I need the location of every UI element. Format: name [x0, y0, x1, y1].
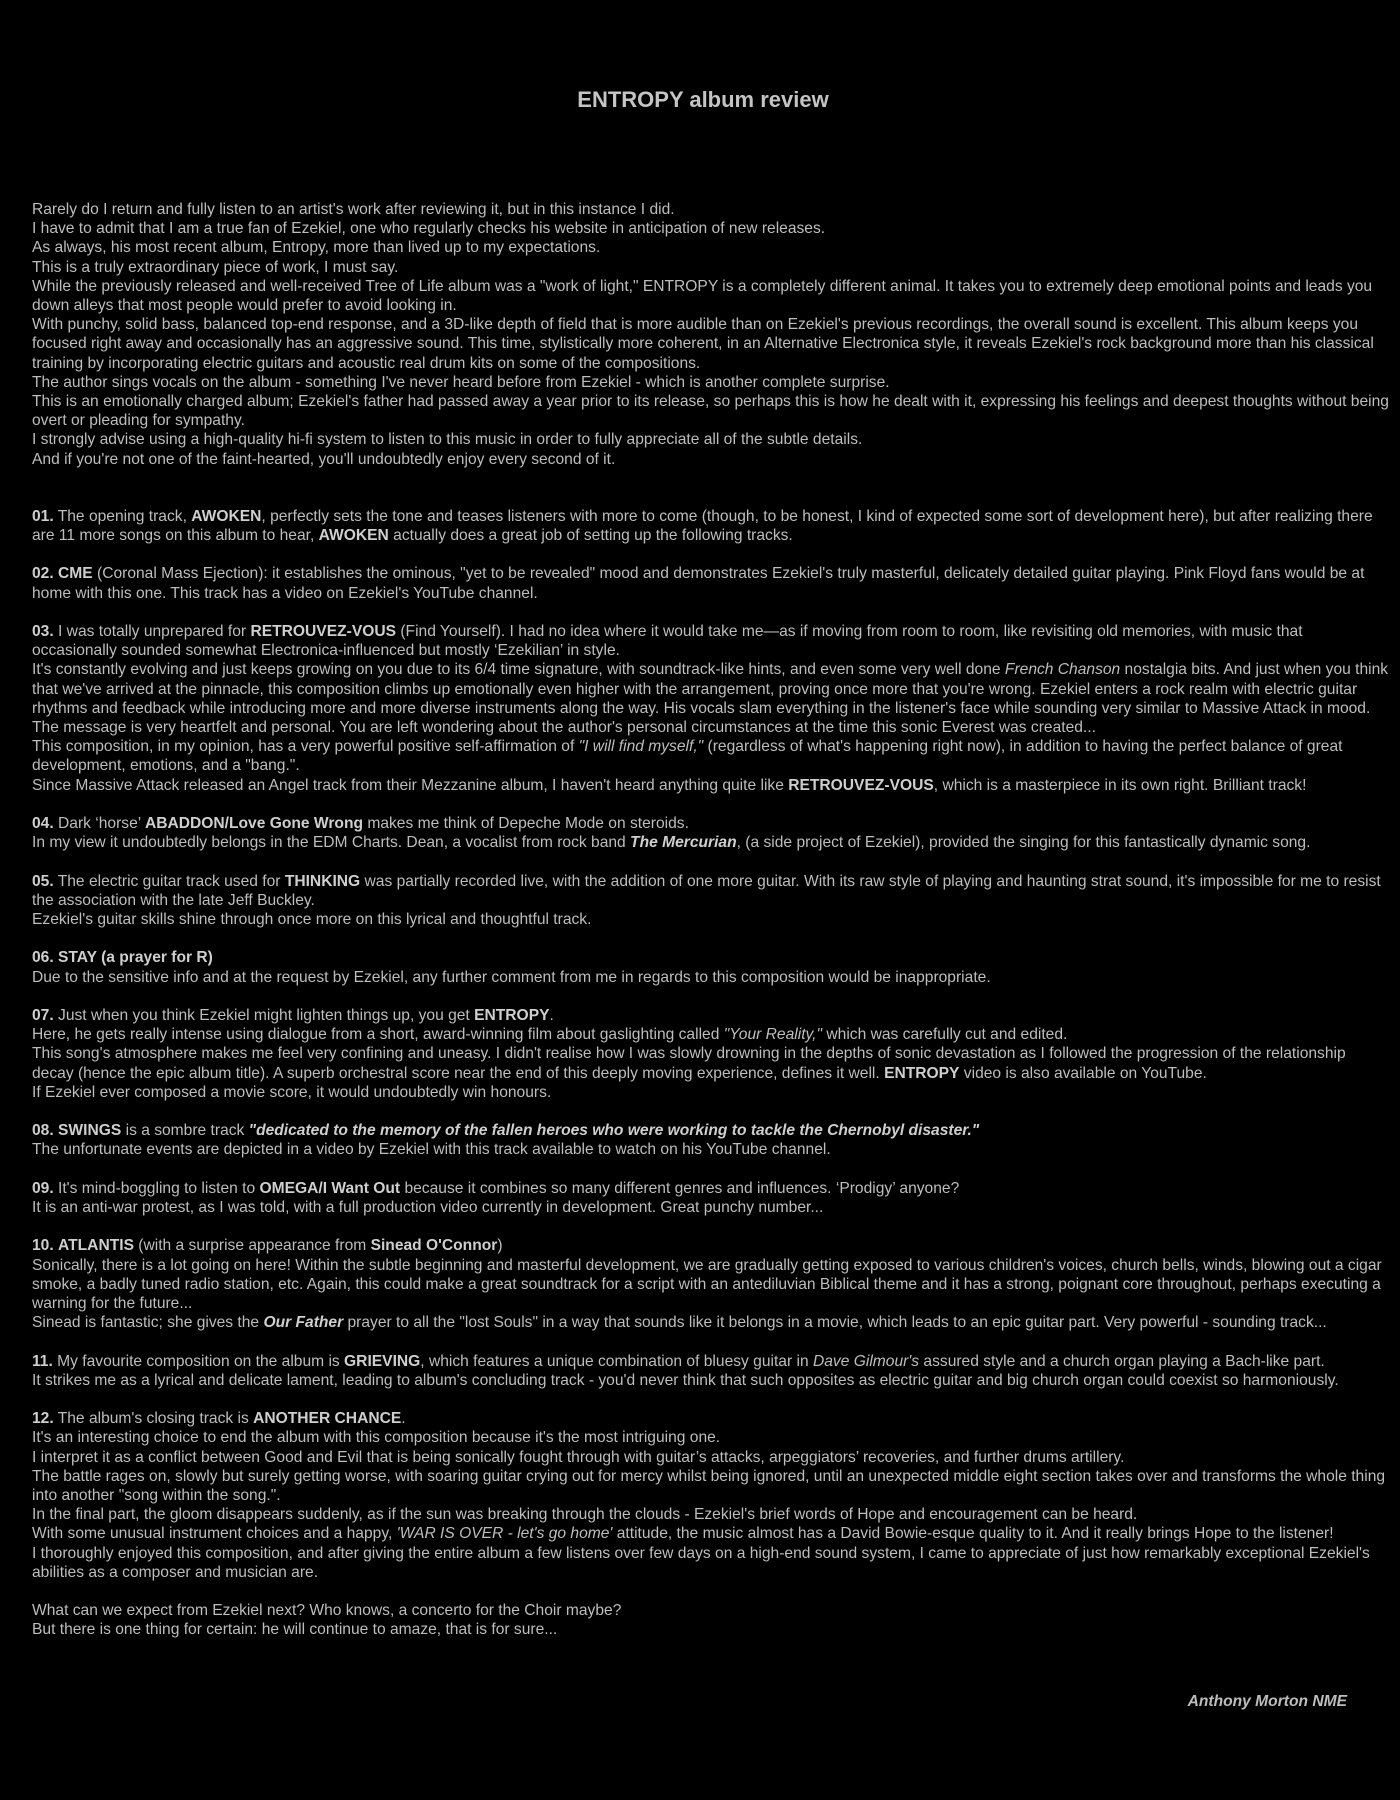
dedication-quote: "dedicated to the memory of the fallen heroes who were working to tackle the Chernobyl disaster." [248, 1122, 980, 1140]
track-paragraph: This song's atmosphere makes me feel very confining and uneasy. I didn't realise how I was slowly drowning in the depths of sonic devastation as I followed the progression of the relationship decay (hence the epic album title). A superb orchestral score near the end of this deeply moving experience, defines it well. ENTROPY video is also available on YouTube. [32, 1045, 1346, 1082]
track-title: ATLANTIS [58, 1237, 134, 1255]
track-paragraph: 11. My favourite composition on the album is GRIEVING, which features a unique combination of bluesy guitar in Dave Gilmour's assured style and a church organ playing a Bach-like part. [32, 1352, 1325, 1370]
intro-line: The author sings vocals on the album - something I've never heard before from Ezekiel - which is another complete surprise. [32, 373, 890, 391]
track-number: 05. [32, 872, 54, 890]
track-paragraph: It's constantly evolving and just keeps growing on you due to its 6/4 time signature, with soundtrack-like hints, and even some very well done French Chanson nostalgia bits. And just when you think that we've arrived at the pinnacle, this composition climbs up emotionally even higher with the arrangement, proving once more that you're wrong. Ezekiel enters a rock realm with electric guitar rhythms and feedback while introducing more and more diverse instruments along the way. His vocals slam everything in the listener's face while sounding very similar to Massive Attack in mood. The message is very heartfelt and personal. You are left wondering about the author's personal circumstances at the time this sonic Everest was created... [32, 661, 1389, 737]
intro-section [32, 200, 1390, 469]
track-07-review [32, 1006, 1390, 1102]
track-paragraph: Due to the sensitive info and at the request by Ezekiel, any further comment from me in regards to this composition would be inappropriate. [32, 968, 991, 986]
track-01-review [32, 507, 1390, 545]
intro-line: As always, his most recent album, Entropy, more than lived up to my expectations. [32, 239, 601, 257]
track-10-review [32, 1236, 1390, 1332]
track-title: AWOKEN [191, 507, 262, 525]
track-paragraph: I interpret it as a conflict between Good and Evil that is being sonically fought through with guitar’s attacks, arpeggiators’ recoveries, and further drums artillery. [32, 1448, 1125, 1466]
track-paragraph: In my view it undoubtedly belongs in the EDM Charts. Dean, a vocalist from rock band The Mercurian, (a side project of Ezekiel), provided the singing for this fantastically dynamic song. [32, 834, 1311, 852]
track-08-review [32, 1121, 1390, 1159]
track-paragraph: Since Massive Attack released an Angel track from their Mezzanine album, I haven't heard anything quite like RETROUVEZ-VOUS, which is a masterpiece in its own right. Brilliant track! [32, 776, 1307, 794]
track-title: GRIEVING [344, 1352, 421, 1370]
track-paragraph: It strikes me as a lyrical and delicate lament, leading to album's concluding track - you'd never think that such opposites as electric guitar and big church organ could coexist so harmoniously. [32, 1371, 1339, 1389]
track-12-review [32, 1409, 1390, 1582]
intro-line: With punchy, solid bass, balanced top-end response, and a 3D-like depth of field that is more audible than on Ezekiel's previous recordings, the overall sound is excellent. This album keeps you focused right away and occasionally has an aggressive sound. This time, stylistically more coherent, in an Alternative Electronica style, it reveals Ezekiel's rock background more than his classical training by incorporating electric guitars and acoustic real drum kits on some of the compositions. [32, 316, 1374, 372]
track-number: 07. [32, 1007, 54, 1025]
track-paragraph: It's an interesting choice to end the album with this composition because it's the most intriguing one. [32, 1429, 721, 1447]
closing-line: What can we expect from Ezekiel next? Who knows, a concerto for the Choir maybe? [32, 1602, 622, 1620]
track-title: AWOKEN [318, 527, 389, 545]
track-paragraph: 09. It's mind-boggling to listen to OMEGA/I Want Out because it combines so many different genres and influences. ‘Prodigy’ anyone? [32, 1179, 960, 1197]
track-11-review [32, 1352, 1390, 1390]
track-paragraph: If Ezekiel ever composed a movie score, it would undoubtedly win honours. [32, 1083, 552, 1101]
author-signature: Anthony Morton NME [1187, 1693, 1347, 1710]
track-title: CME [58, 565, 93, 583]
track-06-review [32, 948, 1390, 986]
track-paragraph: 02. CME (Coronal Mass Ejection): it establishes the ominous, "yet to be revealed" mood and demonstrates Ezekiel's truly masterful, delicately detailed guitar playing. Pink Floyd fans would be at home with this one. This track has a video on Ezekiel's YouTube channel. [32, 565, 1365, 602]
intro-line: While the previously released and well-received Tree of Life album was a "work of light," ENTROPY is a completely different animal. It takes you to extremely deep emotional points and leads you down alleys that most people would prefer to avoid looking in. [32, 277, 1373, 315]
track-title: OMEGA/I Want Out [259, 1179, 401, 1197]
intro-line: Rarely do I return and fully listen to an artist's work after reviewing it, but in this instance I did. [32, 201, 675, 218]
intro-line: And if you're not one of the faint-hearted, you'll undoubtedly enjoy every second of it. [32, 450, 616, 468]
intro-line: I have to admit that I am a true fan of Ezekiel, one who regularly checks his website in anticipation of new releases. [32, 220, 826, 238]
track-title: SWINGS [58, 1122, 122, 1140]
track-05-review [32, 872, 1390, 930]
track-paragraph: Sinead is fantastic; she gives the Our Father prayer to all the "lost Souls" in a way that sounds like it belongs in a movie, which leads to an epic guitar part. Very powerful - sounding track... [32, 1314, 1327, 1332]
track-paragraph: 12. The album's closing track is ANOTHER CHANCE. [32, 1410, 406, 1428]
review-body [32, 200, 1390, 1640]
track-number: 02. [32, 565, 54, 583]
track-paragraph: 04. Dark ‘horse’ ABADDON/Love Gone Wrong makes me think of Depeche Mode on steroids. [32, 815, 689, 833]
guest-artist: Sinead O'Connor [370, 1237, 498, 1255]
track-09-review [32, 1179, 1390, 1217]
track-title: ENTROPY [474, 1007, 550, 1025]
intro-line: This is an emotionally charged album; Ezekiel's father had passed away a year prior to its release, so perhaps this is how he dealt with it, expressing his feelings and deepest thoughts without being overt or pleading for sympathy. [32, 393, 1389, 430]
track-paragraph: 05. The electric guitar track used for THINKING was partially recorded live, with the addition of one more guitar. With its raw style of playing and haunting strat sound, it's impossible for me to resist the association with the late Jeff Buckley. [32, 872, 1381, 909]
track-number: 11. [32, 1352, 53, 1370]
track-number: 01. [32, 507, 54, 525]
track-paragraph: I thoroughly enjoyed this composition, and after giving the entire album a few listens over few days on a high-end sound system, I came to appreciate of just how remarkably exceptional Ezekiel's abilities as a composer and musician are. [32, 1544, 1370, 1581]
track-paragraph: The unfortunate events are depicted in a video by Ezekiel with this track available to watch on his YouTube channel. [32, 1141, 831, 1159]
closing-section [32, 1601, 1390, 1639]
track-number: 08. [32, 1122, 54, 1140]
track-title: THINKING [284, 872, 361, 890]
track-paragraph: This composition, in my opinion, has a very powerful positive self-affirmation of "I will find myself," (regardless of what's happening right now), in addition to having the perfect balance of great development, emotions, and a "bang.". [32, 738, 1343, 775]
intro-line: This is a truly extraordinary piece of work, I must say. [32, 258, 399, 276]
track-paragraph: Sonically, there is a lot going on here! Within the subtle beginning and masterful development, we are gradually getting exposed to various children's voices, church bells, winds, blowing out a cigar smoke, a badly tuned radio station, etc. Again, this could make a great soundtrack for a script with an antediluvian Biblical theme and it has a strong, poignant core throughout, perhaps executing a warning for the future... [32, 1256, 1382, 1313]
track-title: ABADDON/Love Gone Wrong [144, 815, 363, 833]
page-title: ENTROPY album review [577, 87, 829, 112]
track-paragraph: With some unusual instrument choices and a happy, 'WAR IS OVER - let's go home' attitude, the music almost has a David Bowie-esque quality to it. And it really brings Hope to the listener! [32, 1525, 1334, 1543]
track-paragraph: It is an anti-war protest, as I was told, with a full production video currently in development. Great punchy number... [32, 1199, 824, 1217]
track-paragraph [32, 948, 1390, 967]
track-paragraph: In the final part, the gloom disappears suddenly, as if the sun was breaking through the clouds - Ezekiel's brief words of Hope and encouragement can be heard. [32, 1506, 1138, 1524]
track-paragraph: 10. ATLANTIS (with a surprise appearance from Sinead O'Connor) [32, 1237, 503, 1255]
intro-line: I strongly advise using a high-quality hi-fi system to listen to this music in order to fully appreciate all of the subtle details. [32, 431, 863, 449]
track-number: 04. [32, 815, 54, 833]
track-paragraph: 03. I was totally unprepared for RETROUVEZ-VOUS (Find Yourself). I had no idea where it would take me—as if moving from room to room, like revisiting old memories, with music that occasionally sounded somewhat Electronica-influenced but mostly ‘Ezekilian’ in style. [32, 623, 1303, 660]
track-title: ENTROPY [884, 1064, 960, 1082]
track-number: 03. [32, 623, 54, 641]
track-paragraph: Ezekiel's guitar skills shine through once more on this lyrical and thoughtful track. [32, 911, 592, 929]
track-paragraph: 01. The opening track, AWOKEN, perfectly sets the tone and teases listeners with more to come (though, to be honest, I kind of expected some sort of development here), but after realizing there are 11 more songs on this album to hear, AWOKEN actually does a great job of setting up the following tracks. [32, 507, 1373, 545]
closing-line: But there is one thing for certain: he will continue to amaze, that is for sure... [32, 1621, 558, 1639]
track-number: 06. [32, 949, 54, 967]
track-number: 09. [32, 1179, 54, 1197]
track-title: ANOTHER CHANCE [253, 1410, 402, 1428]
track-paragraph: Here, he gets really intense using dialogue from a short, award-winning film about gaslighting called "Your Reality," which was carefully cut and edited. [32, 1026, 1068, 1044]
track-paragraph: The battle rages on, slowly but surely getting worse, with soaring guitar crying out for mercy whilst being ignored, until an unexpected middle eight section takes over and transforms the whole thing into another "song within the song.". [32, 1467, 1386, 1505]
track-04-review [32, 814, 1390, 852]
track-03-review [32, 622, 1390, 795]
track-number: 12. [32, 1410, 54, 1428]
track-title: STAY (a prayer for R) [58, 949, 213, 967]
track-paragraph: 07. Just when you think Ezekiel might lighten things up, you get ENTROPY. [32, 1007, 554, 1025]
track-02-review [32, 564, 1390, 602]
track-paragraph: 08. SWINGS is a sombre track "dedicated to the memory of the fallen heroes who were working to tackle the Chernobyl disaster." [32, 1122, 980, 1140]
track-title: RETROUVEZ-VOUS [788, 776, 934, 794]
track-title: RETROUVEZ-VOUS [250, 623, 397, 641]
track-number: 10. [32, 1237, 54, 1255]
